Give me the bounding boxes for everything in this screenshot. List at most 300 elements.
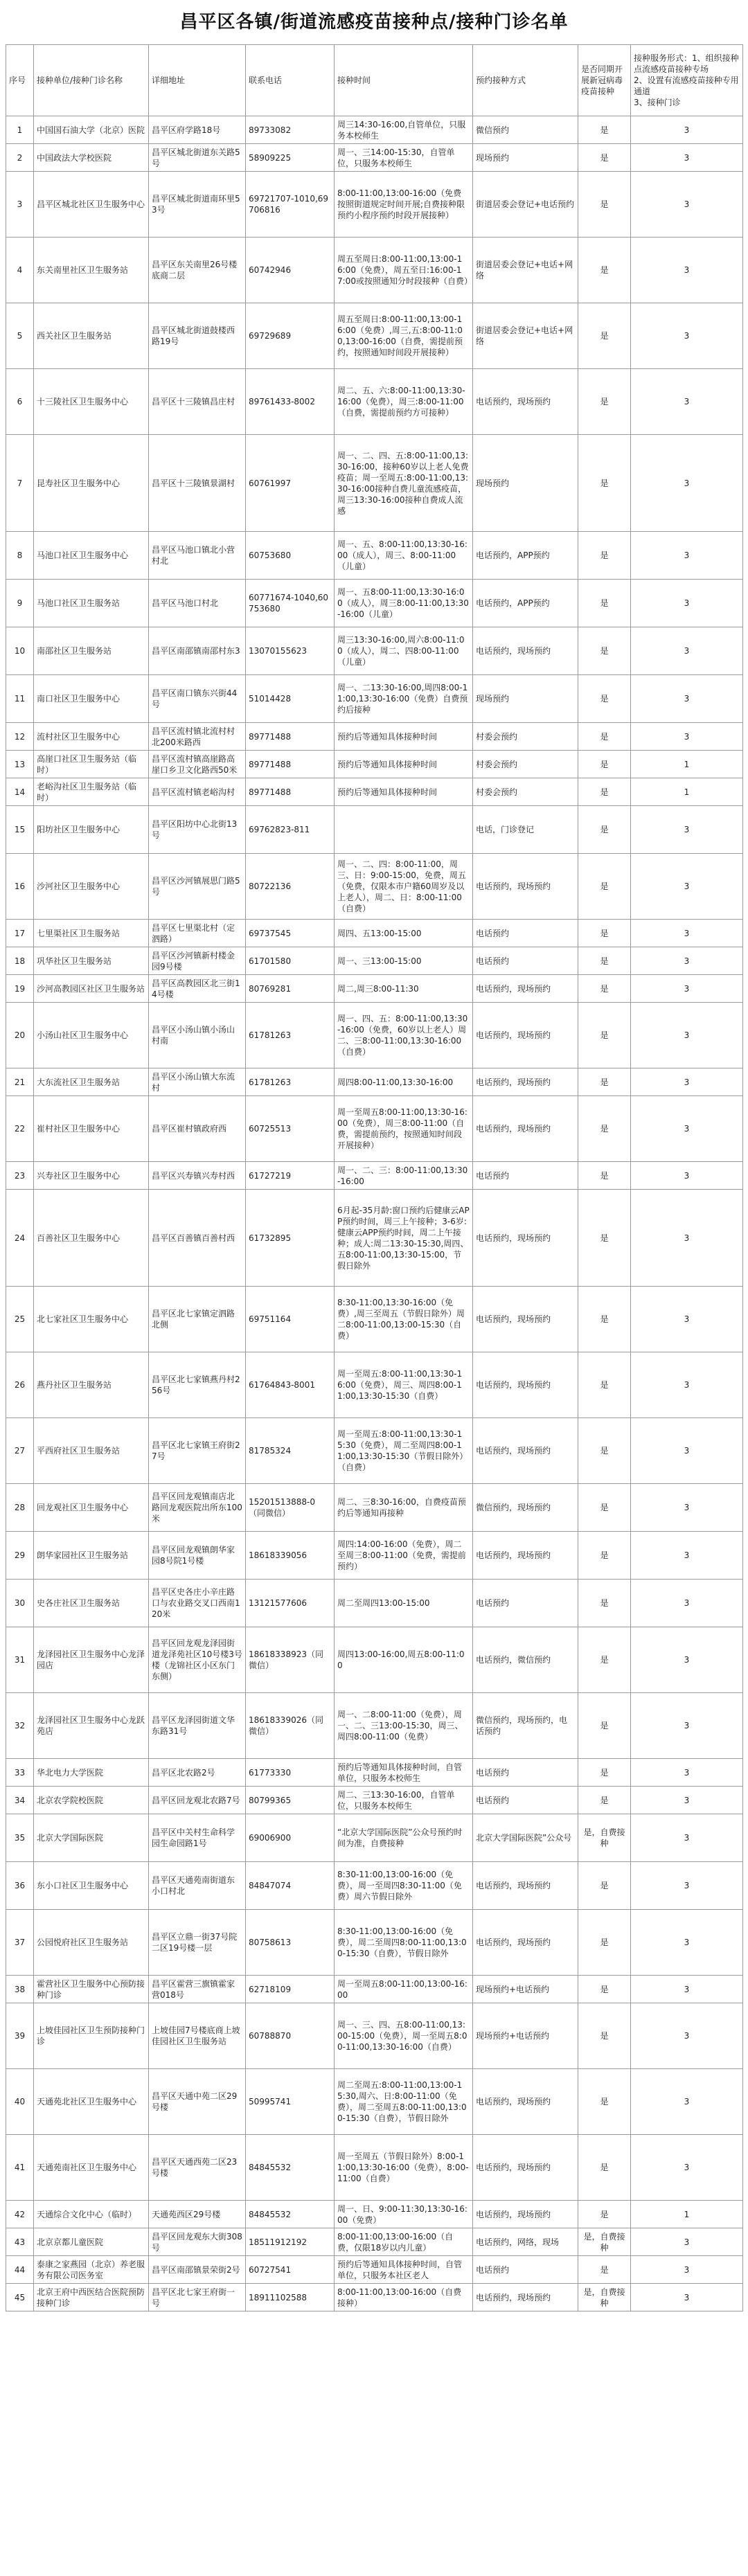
table-row (6, 2284, 743, 2311)
table-row (6, 1418, 743, 1484)
cell-phone: 89761433-8002 (246, 369, 335, 435)
cell-no: 28 (6, 1484, 34, 1532)
cell-phone: 13070155623 (246, 627, 335, 675)
cell-form: 3 (631, 1580, 743, 1627)
table-row (6, 627, 743, 675)
cell-no: 33 (6, 1759, 34, 1787)
cell-booking: 电话预约 (473, 2256, 578, 2284)
cell-time: 预约后等通知具体接种时间，自管单位，只服务本校师生 (335, 1759, 473, 1787)
cell-time: 周一、三13:00-15:00 (335, 947, 473, 975)
cell-address: 昌平区十三陵镇昌庄村 (149, 369, 246, 435)
cell-covid: 是 (578, 1862, 631, 1910)
cell-phone: 18511912192 (246, 2228, 335, 2256)
cell-name: 百善社区卫生服务中心 (34, 1190, 149, 1287)
cell-name: 崔村社区卫生服务中心 (34, 1096, 149, 1162)
cell-form: 3 (631, 854, 743, 920)
cell-address: 昌平区城北街道东关路5号 (149, 144, 246, 172)
cell-address: 昌平区回龙观北农路7号 (149, 1787, 246, 1814)
table-row (6, 1162, 743, 1190)
cell-time: 周二至周四13:00-15:00 (335, 1580, 473, 1627)
cell-covid: 是，自费接种 (578, 2284, 631, 2311)
cell-covid: 是 (578, 369, 631, 435)
cell-name: 北七家社区卫生服务中心 (34, 1287, 149, 1352)
cell-phone: 80758613 (246, 1910, 335, 1976)
cell-covid: 是 (578, 532, 631, 580)
cell-time: 周一、二、四、五:8:00-11:00,13:30-16:00，接种60岁以上老人免费疫苗；周一至周五:8:00-11:00,13:30-16:00接种自费儿童流感疫苗，周三13:30-16:00接种自费成人流感 (335, 435, 473, 532)
table-row (6, 1190, 743, 1287)
cell-booking: 电话预约 (473, 1759, 578, 1787)
cell-name: 回龙观社区卫生服务中心 (34, 1484, 149, 1532)
cell-form: 3 (631, 532, 743, 580)
cell-form: 3 (631, 1096, 743, 1162)
cell-booking: 电话预约 (473, 920, 578, 947)
cell-name: 华北电力大学医院 (34, 1759, 149, 1787)
cell-no: 5 (6, 303, 34, 369)
header-address: 详细地址 (149, 45, 246, 116)
table-row (6, 1484, 743, 1532)
table-row (6, 580, 743, 627)
cell-form: 3 (631, 806, 743, 854)
cell-booking: 电话预约，APP预约 (473, 532, 578, 580)
cell-name: 高崖口社区卫生服务站（临时） (34, 751, 149, 778)
cell-phone: 61781263 (246, 1068, 335, 1096)
table-row (6, 1003, 743, 1068)
header-phone: 联系电话 (246, 45, 335, 116)
cell-form: 3 (631, 303, 743, 369)
cell-form: 3 (631, 675, 743, 723)
cell-phone: 80769281 (246, 975, 335, 1003)
cell-name: 龙泽园社区卫生服务中心龙泽园店 (34, 1627, 149, 1693)
table-row (6, 532, 743, 580)
cell-no: 20 (6, 1003, 34, 1068)
cell-phone: 13121577606 (246, 1580, 335, 1627)
cell-time: 周一至周五:8:00-11:00,13:30-16:00（免费），周三、周四8:00-11:00,13:30-15:30（自费） (335, 1352, 473, 1418)
cell-no: 44 (6, 2256, 34, 2284)
cell-no: 36 (6, 1862, 34, 1910)
cell-no: 30 (6, 1580, 34, 1627)
cell-name: 沙河高教园区社区卫生服务站 (34, 975, 149, 1003)
cell-phone: 69006900 (246, 1814, 335, 1862)
cell-time: 周五至周日:8:00-11:00,13:00-16:00（免费）,周三,五:8:00-11:00,13:00-16:00（自费，需提前预约，按照通知时间段开展接种） (335, 303, 473, 369)
cell-no: 3 (6, 172, 34, 238)
cell-phone: 60727541 (246, 2256, 335, 2284)
cell-form: 1 (631, 751, 743, 778)
cell-form: 3 (631, 1068, 743, 1096)
cell-booking: 微信预约，现场预约，电话预约 (473, 1693, 578, 1759)
cell-no: 25 (6, 1287, 34, 1352)
cell-form: 3 (631, 1910, 743, 1976)
cell-time: 周一、四、五：8:00-11:00,13:30-16:00（免费，60岁以上老人）周二、三8:00-11:00,13:30-16:00（自费） (335, 1003, 473, 1068)
cell-address: 昌平区高教园区北三街14号楼 (149, 975, 246, 1003)
cell-time: 周一、日、9:00-11:30,13:30-16:00（免费） (335, 2201, 473, 2228)
cell-covid: 是 (578, 1580, 631, 1627)
cell-no: 18 (6, 947, 34, 975)
cell-name: 天通综合文化中心（临时） (34, 2201, 149, 2228)
cell-form: 3 (631, 1693, 743, 1759)
cell-name: 东关南里社区卫生服务站 (34, 238, 149, 303)
cell-time: 8:30-11:00,13:00-16:00（免费），周二至周四8:00-11:00,13:00-15:30（自费），节假日除外 (335, 1910, 473, 1976)
cell-covid: 是 (578, 1096, 631, 1162)
cell-booking: 电话预约，现场预约 (473, 369, 578, 435)
cell-booking: 村委会预约 (473, 751, 578, 778)
cell-phone: 61727219 (246, 1162, 335, 1190)
cell-form: 3 (631, 1418, 743, 1484)
cell-time: 周一至周五（节假日除外）8:00-11:00,13:30-16:00（免费），8:00-11:00（自费） (335, 2135, 473, 2201)
table-row (6, 1910, 743, 1976)
cell-address: 昌平区东关南里26号楼底商二层 (149, 238, 246, 303)
cell-phone: 60753680 (246, 532, 335, 580)
cell-form: 3 (631, 723, 743, 751)
cell-phone: 61764843-8001 (246, 1352, 335, 1418)
cell-time: 8:30-11:00,13:00-16:00（免费），周一至周四8:30-11:00（免费）周六节假日除外 (335, 1862, 473, 1910)
cell-booking: 电话预约，APP预约 (473, 580, 578, 627)
table-row (6, 920, 743, 947)
cell-form: 3 (631, 1287, 743, 1352)
cell-booking: 电话预约，现场预约 (473, 1190, 578, 1287)
cell-phone: 69762823-811 (246, 806, 335, 854)
page-title: 昌平区各镇/街道流感疫苗接种点/接种门诊名单 (179, 12, 569, 33)
cell-booking: 村委会预约 (473, 723, 578, 751)
cell-name: 龙泽园社区卫生服务中心龙跃苑店 (34, 1693, 149, 1759)
cell-covid: 是 (578, 1759, 631, 1787)
cell-form: 1 (631, 2201, 743, 2228)
cell-address: 昌平区回龙观镇南店北路回龙观医院出所东100米 (149, 1484, 246, 1532)
cell-address: 昌平区阳坊中心北街13号 (149, 806, 246, 854)
cell-address: 上坡佳园7号楼底商上坡佳园社区卫生服务站 (149, 2003, 246, 2069)
cell-name: 阳坊社区卫生服务中心 (34, 806, 149, 854)
cell-address: 昌平区流村镇老峪沟村 (149, 778, 246, 806)
cell-name: 马池口社区卫生服务中心 (34, 532, 149, 580)
cell-booking: 现场预约 (473, 675, 578, 723)
cell-form: 3 (631, 2135, 743, 2201)
cell-name: 老峪沟社区卫生服务站（临时） (34, 778, 149, 806)
cell-time: 周四8:00-11:00,13:30-16:00 (335, 1068, 473, 1096)
cell-booking: 电话预约，现场预约 (473, 2069, 578, 2135)
cell-name: 公园悦府社区卫生服务站 (34, 1910, 149, 1976)
table-row (6, 1627, 743, 1693)
cell-no: 14 (6, 778, 34, 806)
cell-covid: 是 (578, 144, 631, 172)
cell-time: 8:00-11:00,13:00-16:00（自费，仅限18岁以内儿童） (335, 2228, 473, 2256)
cell-form: 3 (631, 1627, 743, 1693)
clinic-table (6, 44, 743, 2311)
cell-time: 周三14:30-16:00,自管单位，只服务本校师生 (335, 116, 473, 144)
cell-no: 17 (6, 920, 34, 947)
cell-form: 3 (631, 1814, 743, 1862)
table-row (6, 1580, 743, 1627)
cell-covid: 是 (578, 172, 631, 238)
table-row (6, 1693, 743, 1759)
cell-covid: 是 (578, 806, 631, 854)
cell-time: 周一、三14:00-15:30，自管单位，只服务本校师生 (335, 144, 473, 172)
cell-time: 周一至周五8:00-11:00,13:00-16:00 (335, 1976, 473, 2003)
cell-booking: 电话预约 (473, 947, 578, 975)
table-row (6, 975, 743, 1003)
table-row (6, 1352, 743, 1418)
cell-covid: 是 (578, 1910, 631, 1976)
cell-form: 3 (631, 1532, 743, 1580)
cell-no: 4 (6, 238, 34, 303)
cell-form: 3 (631, 947, 743, 975)
cell-phone: 69737545 (246, 920, 335, 947)
table-row (6, 2135, 743, 2201)
cell-address: 昌平区马池口镇北小营村北 (149, 532, 246, 580)
cell-covid: 是 (578, 1627, 631, 1693)
cell-no: 35 (6, 1814, 34, 1862)
cell-covid: 是 (578, 675, 631, 723)
cell-covid: 是 (578, 1352, 631, 1418)
cell-covid: 是 (578, 1287, 631, 1352)
cell-time: 周四13:00-16:00,周五8:00-11:00 (335, 1627, 473, 1693)
cell-no: 32 (6, 1693, 34, 1759)
cell-phone: 89733082 (246, 116, 335, 144)
cell-time: 8:30-11:00,13:30-16:00（免费）,周三至周五（节假日除外）周二8:00-11:00,13:00-15:30（自费） (335, 1287, 473, 1352)
cell-covid: 是 (578, 1693, 631, 1759)
table-row (6, 2069, 743, 2135)
cell-no: 12 (6, 723, 34, 751)
cell-form: 3 (631, 2003, 743, 2069)
cell-name: 流村社区卫生服务中心 (34, 723, 149, 751)
cell-no: 21 (6, 1068, 34, 1096)
cell-phone: 89771488 (246, 751, 335, 778)
cell-name: 北京京都儿童医院 (34, 2228, 149, 2256)
cell-covid: 是 (578, 947, 631, 975)
cell-address: 昌平区北农路2号 (149, 1759, 246, 1787)
cell-phone: 60788870 (246, 2003, 335, 2069)
cell-time: 周一、二8:00-11:00（免费），周一、二、三13:00-15:30，周三、周四8:00-11:00（免费） (335, 1693, 473, 1759)
table-row (6, 144, 743, 172)
cell-booking: 电话预约，现场预约 (473, 1862, 578, 1910)
cell-time: 周三13:30-16:00,周六8:00-11:00（成人），周二、四8:00-11:00（儿童） (335, 627, 473, 675)
table-row (6, 2201, 743, 2228)
cell-form: 3 (631, 2256, 743, 2284)
cell-phone: 80722136 (246, 854, 335, 920)
cell-form: 3 (631, 975, 743, 1003)
cell-name: 东小口社区卫生服务中心 (34, 1862, 149, 1910)
cell-name: 北京大学国际医院 (34, 1814, 149, 1862)
cell-address: 昌平区七里渠北村（定泗路） (149, 920, 246, 947)
cell-address: 昌平区中关村生命科学园生命园路1号 (149, 1814, 246, 1862)
cell-no: 31 (6, 1627, 34, 1693)
cell-address: 昌平区史各庄小辛庄路口与农业路交叉口西南120米 (149, 1580, 246, 1627)
table-row (6, 116, 743, 144)
cell-covid: 是 (578, 1418, 631, 1484)
cell-time: 8:00-11:00,13:00-16:00（自费接种） (335, 2284, 473, 2311)
cell-phone: 69729689 (246, 303, 335, 369)
cell-time: “北京大学国际医院”公众号预约时间为准，自费接种 (335, 1814, 473, 1862)
cell-form: 3 (631, 1759, 743, 1787)
cell-address: 昌平区天通西苑二区23号楼 (149, 2135, 246, 2201)
cell-form: 3 (631, 1162, 743, 1190)
cell-no: 38 (6, 1976, 34, 2003)
cell-name: 北京王府中西医结合医院预防接种门诊 (34, 2284, 149, 2311)
table-row (6, 723, 743, 751)
cell-address: 昌平区北七家镇王府街27号 (149, 1418, 246, 1484)
cell-address: 昌平区马池口村北 (149, 580, 246, 627)
cell-no: 27 (6, 1418, 34, 1484)
cell-booking: 电话预约，网络，现场 (473, 2228, 578, 2256)
cell-address: 昌平区崔村镇政府西 (149, 1096, 246, 1162)
cell-name: 马池口社区卫生服务站 (34, 580, 149, 627)
cell-name: 兴寿社区卫生服务中心 (34, 1162, 149, 1190)
cell-time: 周一、二、四：8:00-11:00，周三、日：9:00-15:00，免费，周五（免费，仅限本市户籍60周岁及以上老人），周二、日：8:00-11:00（自费） (335, 854, 473, 920)
cell-time: 周二至周五:8:00-11:00,13:00-15:30,周六、日:8:00-11:00（免费），周二至周五8:00-11:00,13:00-15:30（自费），节假日除外 (335, 2069, 473, 2135)
cell-covid: 是 (578, 2069, 631, 2135)
cell-covid: 是 (578, 116, 631, 144)
cell-time: 6月起-35月龄:窗口预约后健康云APP预约时间，周三上午接种；3-6岁:健康云APP预约时间，周二上午接种；成人:周二13:30-15:30,周四、五8:00-11:00,13:30-15:00，节假日除外 (335, 1190, 473, 1287)
cell-name: 七里渠社区卫生服务站 (34, 920, 149, 947)
cell-name: 霍营社区卫生服务中心预防接种门诊 (34, 1976, 149, 2003)
cell-booking: 电话预约，现场预约 (473, 2201, 578, 2228)
cell-form: 3 (631, 1862, 743, 1910)
cell-booking: 现场预约+电话预约 (473, 2003, 578, 2069)
cell-covid: 是 (578, 303, 631, 369)
cell-no: 23 (6, 1162, 34, 1190)
cell-booking: 街道居委会登记+电话+网络 (473, 303, 578, 369)
table-row (6, 1068, 743, 1096)
table-row (6, 1287, 743, 1352)
table-row (6, 1759, 743, 1787)
cell-address: 昌平区霍营三旗镇霍家营018号 (149, 1976, 246, 2003)
cell-phone: 84845532 (246, 2201, 335, 2228)
cell-address: 昌平区回龙观龙泽园街道龙泽苑社区10号楼3号楼（龙锦社区小区东门东侧） (149, 1627, 246, 1693)
cell-no: 10 (6, 627, 34, 675)
cell-phone: 61781263 (246, 1003, 335, 1068)
cell-time: 周二、五、六:8:00-11:00,13:30-16:00（免费），周三:8:00-11:00（自费，需提前预约方可接种） (335, 369, 473, 435)
cell-covid: 是 (578, 920, 631, 947)
cell-time: 周二、三13:30-16:00，自管单位，只服务本校师生 (335, 1787, 473, 1814)
cell-address: 昌平区北七家镇定泗路北侧 (149, 1287, 246, 1352)
cell-no: 34 (6, 1787, 34, 1814)
cell-booking: 电话预约，现场预约 (473, 1418, 578, 1484)
cell-name: 泰康之家燕园（北京）养老服务有限公司医务室 (34, 2256, 149, 2284)
header-booking: 预约接种方式 (473, 45, 578, 116)
cell-form: 3 (631, 920, 743, 947)
cell-name: 十三陵社区卫生服务中心 (34, 369, 149, 435)
cell-name: 小汤山社区卫生服务中心 (34, 1003, 149, 1068)
cell-phone: 62718109 (246, 1976, 335, 2003)
cell-address: 昌平区回龙观镇朗华家园8号院1号楼 (149, 1532, 246, 1580)
cell-form: 3 (631, 627, 743, 675)
cell-name: 沙河社区卫生服务中心 (34, 854, 149, 920)
cell-booking: 电话预约，现场预约 (473, 1910, 578, 1976)
cell-no: 15 (6, 806, 34, 854)
cell-phone: 84847074 (246, 1862, 335, 1910)
cell-form: 3 (631, 1484, 743, 1532)
cell-booking: 电话预约 (473, 1580, 578, 1627)
cell-covid: 是 (578, 854, 631, 920)
cell-booking: 电话预约，微信预约 (473, 1627, 578, 1693)
cell-covid: 是 (578, 627, 631, 675)
cell-form: 3 (631, 1190, 743, 1287)
cell-no: 22 (6, 1096, 34, 1162)
cell-booking: 电话预约，现场预约 (473, 975, 578, 1003)
cell-name: 巩华社区卫生服务站 (34, 947, 149, 975)
cell-time: 8:00-11:00,13:00-16:00（免费按照街道规定时间开展;自费接种限预约小程序预约时段开展接种） (335, 172, 473, 238)
cell-name: 大东流社区卫生服务站 (34, 1068, 149, 1096)
cell-covid: 是 (578, 1003, 631, 1068)
cell-time: 周一、二13:30-16:00,周四8:00-11:00,13:30-16:00（免费）自费预约后接种 (335, 675, 473, 723)
table-row (6, 1096, 743, 1162)
cell-address: 昌平区北七家王府街一号 (149, 2284, 246, 2311)
cell-booking: 街道居委会登记+电话+网络 (473, 238, 578, 303)
cell-address: 昌平区小汤山镇大东流村 (149, 1068, 246, 1096)
table-row (6, 238, 743, 303)
cell-name: 史各庄社区卫生服务站 (34, 1580, 149, 1627)
cell-time: 周二、三8:30-16:00，自费疫苗预约后等通知再接种 (335, 1484, 473, 1532)
cell-address: 昌平区府学路18号 (149, 116, 246, 144)
cell-phone: 51014428 (246, 675, 335, 723)
cell-no: 6 (6, 369, 34, 435)
cell-form: 3 (631, 116, 743, 144)
cell-name: 天通苑南社区卫生服务中心 (34, 2135, 149, 2201)
cell-form: 3 (631, 2284, 743, 2311)
cell-no: 40 (6, 2069, 34, 2135)
cell-no: 16 (6, 854, 34, 920)
cell-booking: 电话预约，现场预约 (473, 1352, 578, 1418)
cell-phone: 50995741 (246, 2069, 335, 2135)
cell-phone: 80799365 (246, 1787, 335, 1814)
cell-booking: 电话预约，现场预约 (473, 627, 578, 675)
cell-booking: 现场预约 (473, 435, 578, 532)
cell-booking: 村委会预约 (473, 778, 578, 806)
cell-time: 预约后等通知具体接种时间 (335, 723, 473, 751)
cell-covid: 是 (578, 1162, 631, 1190)
cell-time: 周一至周五:8:00-11:00,13:30-15:30（免费），周二至周四8:00-11:00,13:30-15:30（节假日除外）（自费） (335, 1418, 473, 1484)
cell-time: 预约后等通知具体接种时间 (335, 751, 473, 778)
cell-no: 8 (6, 532, 34, 580)
cell-address: 昌平区城北街道南环里53号 (149, 172, 246, 238)
cell-phone: 60725513 (246, 1096, 335, 1162)
cell-booking: 电话预约，现场预约 (473, 1532, 578, 1580)
table-row (6, 2256, 743, 2284)
cell-covid: 是 (578, 1068, 631, 1096)
cell-name: 平西府社区卫生服务站 (34, 1418, 149, 1484)
cell-address: 昌平区城北街道鼓楼西路19号 (149, 303, 246, 369)
cell-form: 3 (631, 1003, 743, 1068)
cell-phone: 89771488 (246, 778, 335, 806)
cell-time: 周一、二、三：8:00-11:00,13:30-16:00 (335, 1162, 473, 1190)
cell-covid: 是 (578, 580, 631, 627)
cell-name: 中国国石油大学（北京）医院 (34, 116, 149, 144)
cell-address: 昌平区百善镇百善村西 (149, 1190, 246, 1287)
cell-covid: 是 (578, 2003, 631, 2069)
cell-form: 3 (631, 1352, 743, 1418)
header-name: 接种单位/接种门诊名称 (34, 45, 149, 116)
cell-no: 37 (6, 1910, 34, 1976)
cell-phone: 18618339026（同微信） (246, 1693, 335, 1759)
cell-no: 11 (6, 675, 34, 723)
cell-covid: 是，自费接种 (578, 2228, 631, 2256)
cell-booking: 电话预约，现场预约 (473, 1068, 578, 1096)
cell-name: 北京农学院校医院 (34, 1787, 149, 1814)
cell-name: 南邵社区卫生服务站 (34, 627, 149, 675)
cell-name: 朗华家园社区卫生服务站 (34, 1532, 149, 1580)
cell-address: 昌平区南邵镇景荣街2号 (149, 2256, 246, 2284)
cell-booking: 现场预约+电话预约 (473, 1976, 578, 2003)
cell-covid: 是 (578, 2201, 631, 2228)
cell-form: 3 (631, 2228, 743, 2256)
cell-form: 3 (631, 580, 743, 627)
cell-address: 昌平区天通中苑二区29号楼 (149, 2069, 246, 2135)
cell-time: 周四:14:00-16:00（免费），周二至周三8:00-11:00（免费，需提前预约） (335, 1532, 473, 1580)
cell-address: 昌平区天通苑南街道东小口村北 (149, 1862, 246, 1910)
cell-booking: 电话预约，现场预约 (473, 2284, 578, 2311)
table-row (6, 751, 743, 778)
table-row (6, 1814, 743, 1862)
cell-form: 3 (631, 172, 743, 238)
cell-phone: 89771488 (246, 723, 335, 751)
